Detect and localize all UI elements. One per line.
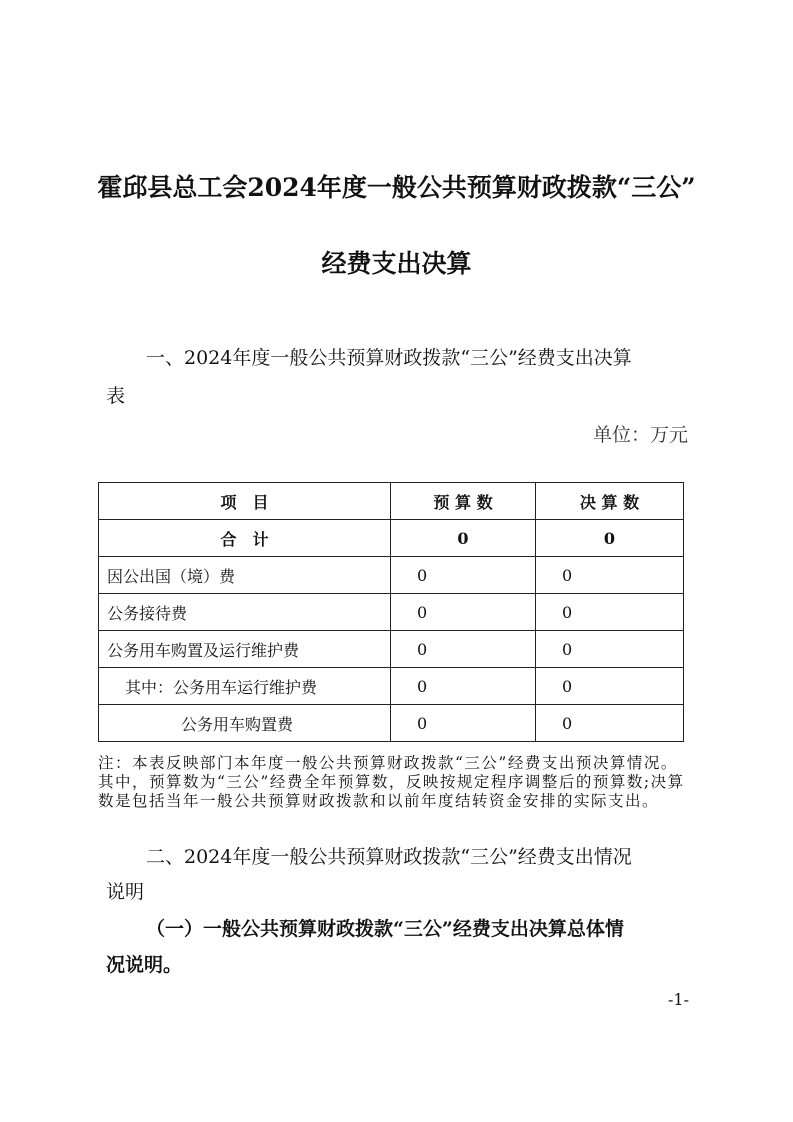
table-row [99,557,684,594]
row-final: 0 [536,557,684,594]
total-label: 合 计 [99,520,391,557]
header-item: 项 目 [99,483,391,520]
page-number: -1- [668,990,689,1009]
section-2-heading-cont: 说明 [106,881,145,903]
three-public-expenses-table [98,482,684,742]
total-final: 0 [536,520,684,557]
row-final: 0 [536,668,684,705]
header-budget: 预 算 数 [391,483,536,520]
table-note: 注：本表反映部门本年度一般公共预算财政拨款“三公”经费支出预决算情况。其中，预算数为“三公”经费全年预算数，反映按规定程序调整后的预算数;决算数是包括当年一般公共预算财政拨款和以前年度结转资金安排的实际支出。 [98,754,685,810]
title-line-1: 霍邱县总工会2024年度一般公共预算财政拨款“三公” [97,173,696,202]
table-row [99,594,684,631]
row-final: 0 [536,631,684,668]
row-label: 因公出国（境）费 [99,557,391,594]
table-row [99,668,684,705]
row-final: 0 [536,594,684,631]
row-budget: 0 [391,668,536,705]
row-label: 其中：公务用车运行维护费 [99,668,391,705]
row-label: 公务用车购置及运行维护费 [99,631,391,668]
row-label: 公务用车购置费 [99,705,391,742]
section-1-heading-cont: 表 [106,385,126,407]
section-1-heading: 一、2024年度一般公共预算财政拨款“三公”经费支出决算 [146,347,632,369]
row-budget: 0 [391,594,536,631]
title-line-2: 经费支出决算 [321,249,472,278]
total-row [99,520,684,557]
total-budget: 0 [391,520,536,557]
row-budget: 0 [391,557,536,594]
unit-label: 单位：万元 [592,424,688,446]
row-budget: 0 [391,631,536,668]
row-budget: 0 [391,705,536,742]
row-final: 0 [536,705,684,742]
table-row [99,631,684,668]
section-2-heading: 二、2024年度一般公共预算财政拨款“三公”经费支出情况 [146,846,632,868]
subsection-1-heading-cont: 况说明。 [106,954,183,976]
table-row [99,705,684,742]
table-header-row [99,483,684,520]
row-label: 公务接待费 [99,594,391,631]
header-final: 决 算 数 [536,483,684,520]
subsection-1-heading: （一）一般公共预算财政拨款“三公”经费支出决算总体情 [146,918,624,940]
